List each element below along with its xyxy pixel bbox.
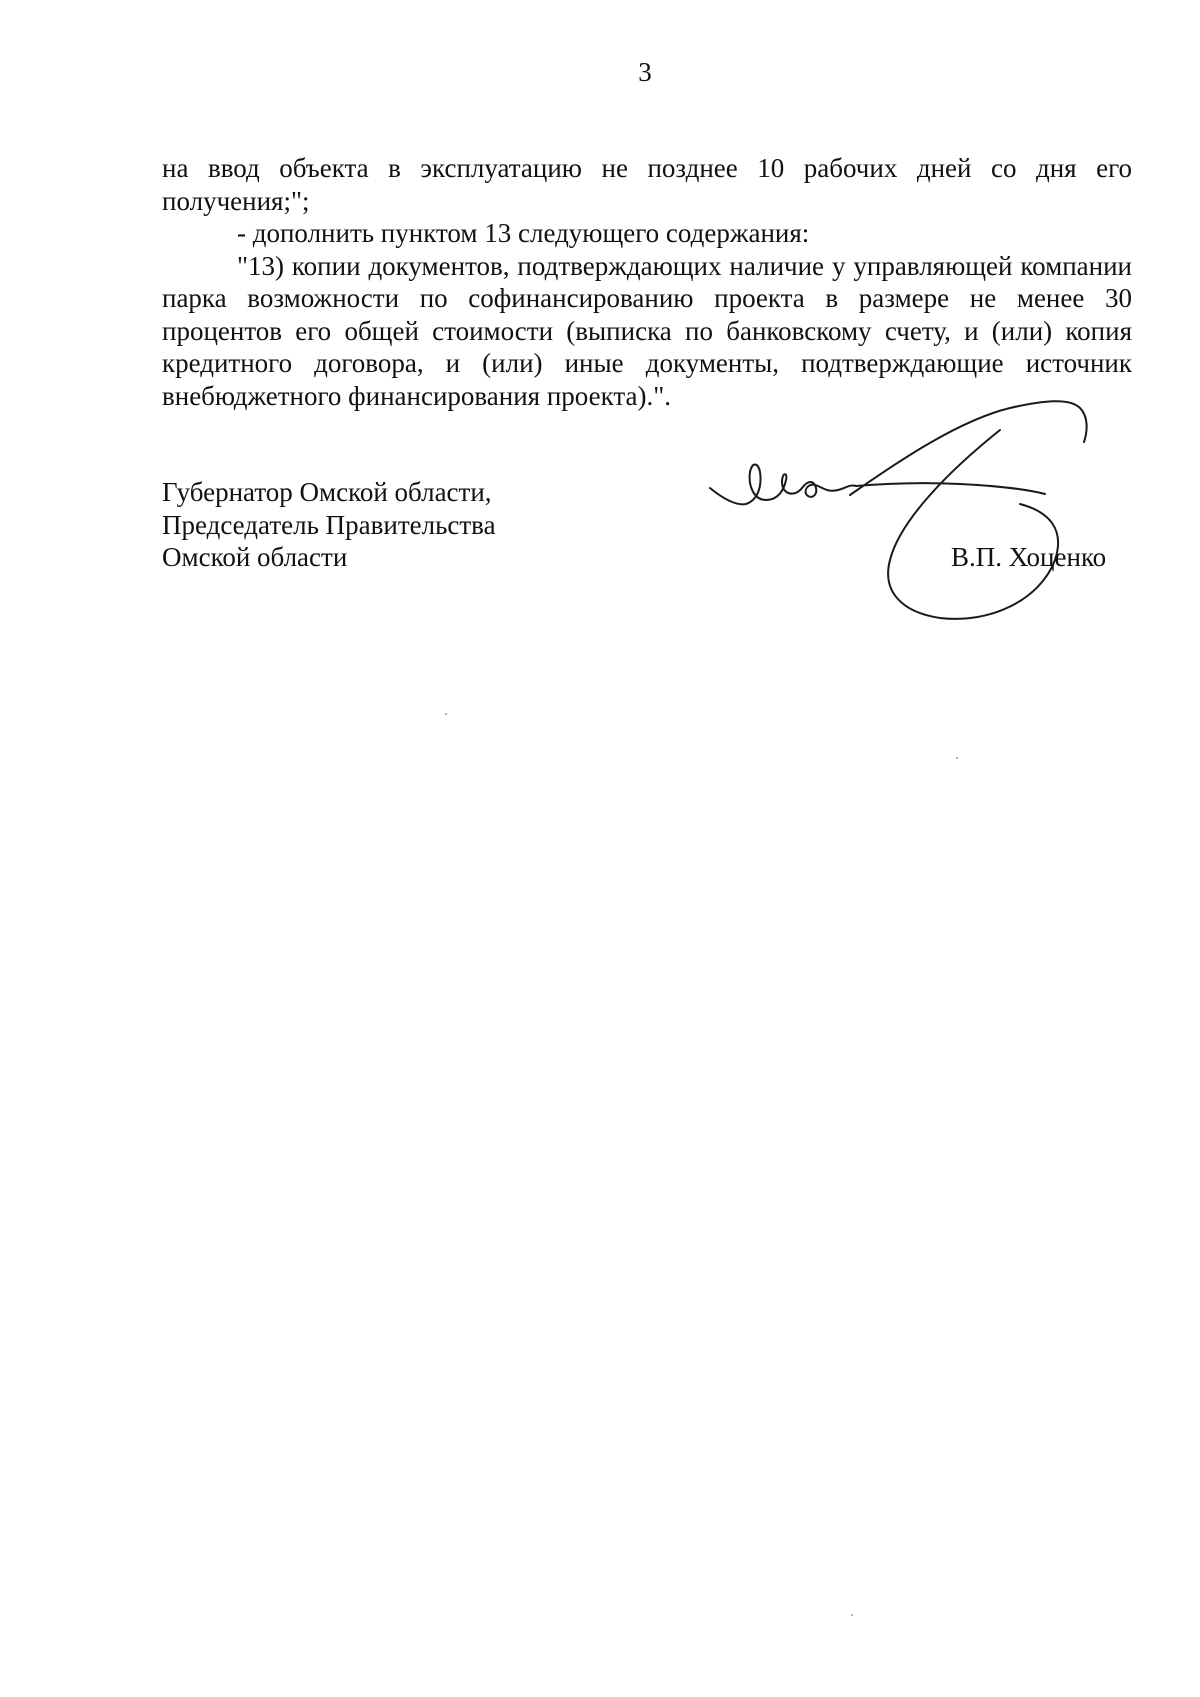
scan-speck [445,713,447,715]
signatory-name: В.П. Хоценко [951,542,1107,572]
body-paragraph: на ввод объекта в эксплуатацию не позднее 10 рабочих дней со дня его получения;"; [162,153,1132,216]
body-paragraph: "13) копии документов, подтверждающих наличие у управляющей компании парка возможности по софинансированию проекта в размере не менее 30 процентов его общей стоимости (выписка по банковскому счету, и (или) копия кредитного договора, и (или) иные документы, подтверждающие источник внебюджетного финансирования проекта).". [162,250,1132,411]
scan-speck [956,757,958,759]
signatory-title-line: Председатель Правительства [162,509,496,540]
signatory-title-line: Омской области [162,542,348,572]
document-body [162,152,1132,412]
scan-speck [851,1614,853,1616]
handwritten-signature [700,400,1140,640]
signatory-title [162,476,496,574]
body-paragraph: - дополнить пунктом 13 следующего содержания: [237,218,810,248]
page-number: 3 [638,57,652,87]
signatory-title-line: Губернатор Омской области, [162,477,492,507]
